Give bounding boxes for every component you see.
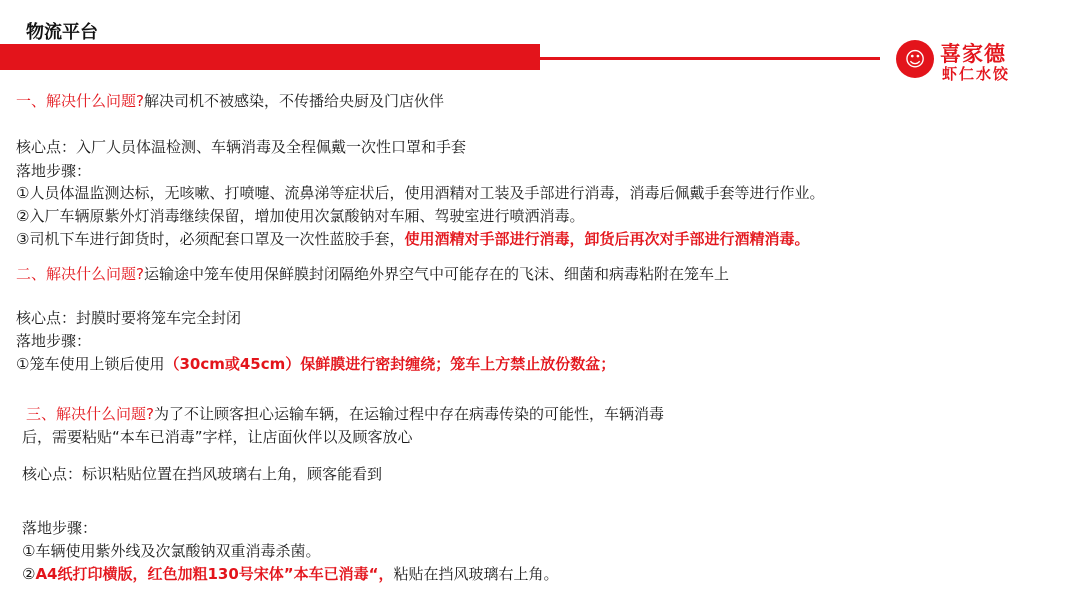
section2-step1 <box>16 354 615 374</box>
brand-name: 喜家德 <box>940 42 1006 66</box>
section2-answer: 运输途中笼车使用保鲜膜封闭隔绝外界空气中可能存在的飞沫、细菌和病毒粘附在笼车上 <box>143 265 729 283</box>
section1-steps-label: 落地步骤： <box>16 162 92 180</box>
section3-question: 三、解决什么问题? <box>26 405 154 423</box>
section2-core: 核心点：封膜时要将笼车完全封闭 <box>16 309 242 327</box>
section3-step2-prefix: ② <box>22 565 36 583</box>
section3-step2 <box>22 564 559 584</box>
section3-step1: ①车辆使用紫外线及次氯酸钠双重消毒杀菌。 <box>22 542 321 560</box>
section1-step1: ①人员体温监测达标，无咳嗽、打喷嚏、流鼻涕等症状后，使用酒精对工装及手部进行消毒，消毒后佩戴手套等进行作业。 <box>16 184 825 202</box>
section2-step1-text: ①笼车使用上锁后使用 <box>16 355 165 373</box>
chef-mascot-icon: ☺ <box>896 40 934 78</box>
section3-step2-highlight: A4纸打印横版，红色加粗130号宋体”本车已消毒“， <box>35 565 394 583</box>
section1-heading <box>16 91 444 111</box>
section1-step3-highlight: 使用酒精对手部进行消毒，卸货后再次对手部进行酒精消毒。 <box>404 230 810 248</box>
section3-heading <box>26 404 664 424</box>
section3-steps-label: 落地步骤： <box>22 519 98 537</box>
brand-subtitle: 虾仁水饺 <box>942 65 1011 83</box>
page-title: 物流平台 <box>26 22 98 43</box>
section1-answer: 解决司机不被感染，不传播给央厨及门店伙伴 <box>143 92 444 110</box>
section3-answer-line2: 后，需要粘贴“本车已消毒”字样，让店面伙伴以及顾客放心 <box>22 428 413 446</box>
section3-step2-text: 粘贴在挡风玻璃右上角。 <box>393 565 559 583</box>
section2-step1-highlight: （30cm或45cm）保鲜膜进行密封缠绕；笼车上方禁止放份数盆； <box>164 355 616 373</box>
section1-step3 <box>16 229 809 249</box>
section1-step2: ②入厂车辆原紫外灯消毒继续保留，增加使用次氯酸钠对车厢、驾驶室进行喷洒消毒。 <box>16 207 585 225</box>
section3-answer-line1: 为了不让顾客担心运输车辆，在运输过程中存在病毒传染的可能性，车辆消毒 <box>153 405 664 423</box>
section3-core: 核心点：标识粘贴位置在挡风玻璃右上角，顾客能看到 <box>22 465 383 483</box>
section1-question: 一、解决什么问题? <box>16 92 144 110</box>
section2-question: 二、解决什么问题? <box>16 265 144 283</box>
brand-logo <box>896 38 1046 82</box>
section2-steps-label: 落地步骤： <box>16 332 92 350</box>
header-red-bar <box>0 44 540 70</box>
header-red-line <box>540 57 880 60</box>
section2-heading <box>16 264 729 284</box>
section1-step3-text: ③司机下车进行卸货时，必须配套口罩及一次性蓝胶手套， <box>16 230 405 248</box>
section1-core: 核心点：入厂人员体温检测、车辆消毒及全程佩戴一次性口罩和手套 <box>16 138 467 156</box>
